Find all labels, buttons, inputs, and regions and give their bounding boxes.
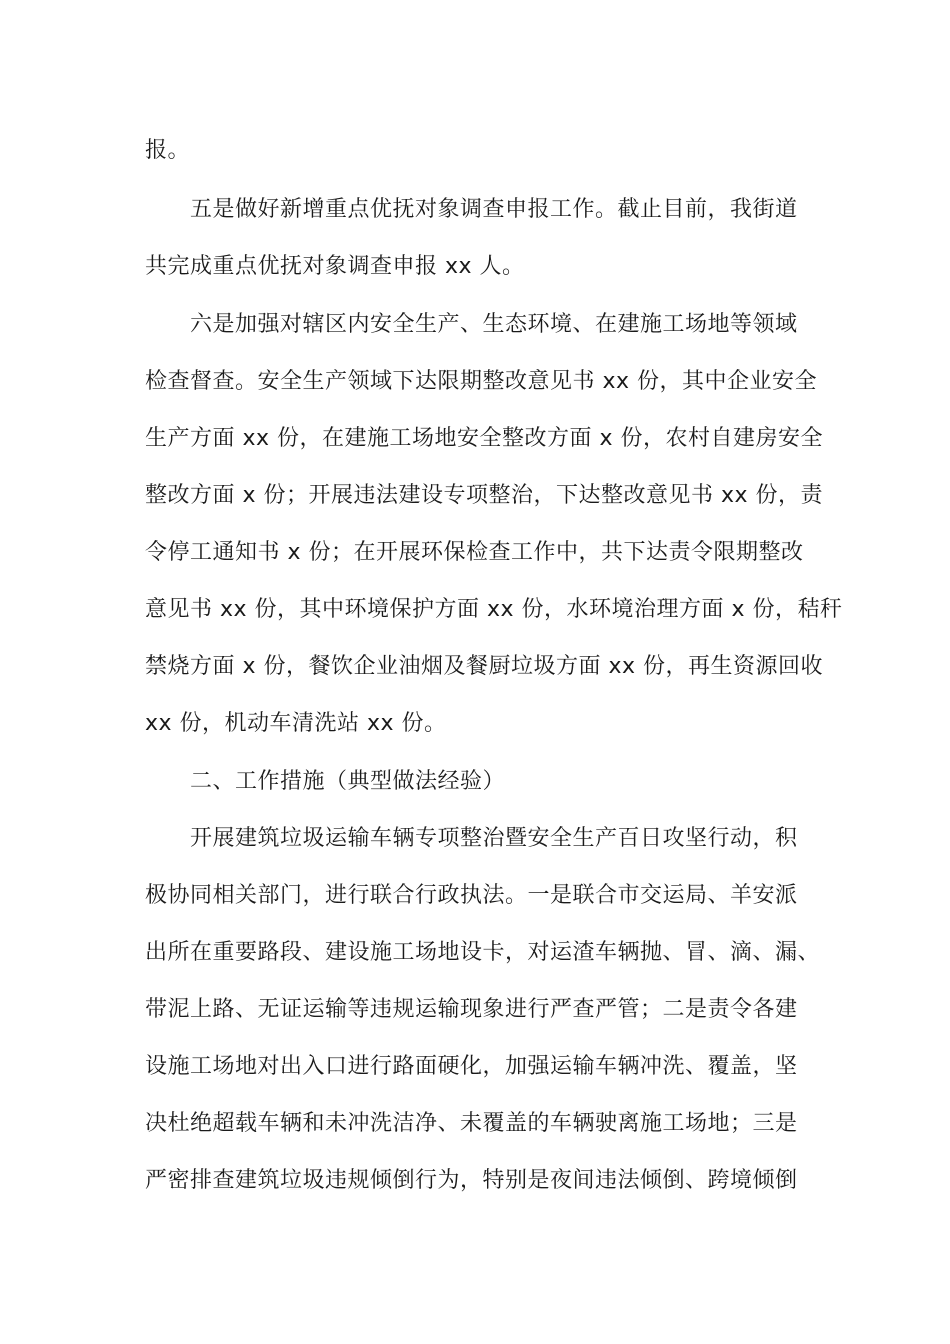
text-line: 生产方面 xx 份，在建施工场地安全整改方面 x 份，农村自建房安全 bbox=[145, 426, 824, 451]
text-line: 设施工场地对出入口进行路面硬化，加强运输车辆冲洗、覆盖，坚 bbox=[145, 1054, 798, 1079]
text-line: 报。 bbox=[145, 138, 191, 163]
text-line: 检查督查。安全生产领域下达限期整改意见书 xx 份，其中企业安全 bbox=[145, 369, 818, 394]
text-line: 整改方面 x 份；开展违法建设专项整治，下达整改意见书 xx 份，责 bbox=[145, 483, 824, 508]
text-line: 决杜绝超载车辆和未冲洗洁净、未覆盖的车辆驶离施工场地；三是 bbox=[145, 1111, 798, 1136]
text-line: 禁烧方面 x 份，餐饮企业油烟及餐厨垃圾方面 xx 份，再生资源回收 bbox=[145, 654, 824, 679]
text-line: xx 份，机动车清洗站 xx 份。 bbox=[145, 711, 447, 736]
text-line: 令停工通知书 x 份；在开展环保检查工作中，共下达责令限期整改 bbox=[145, 540, 804, 565]
text-line: 共完成重点优抚对象调查申报 xx 人。 bbox=[145, 254, 525, 279]
text-line: 极协同相关部门，进行联合行政执法。一是联合市交运局、羊安派 bbox=[145, 883, 798, 908]
paragraph-start: 六是加强对辖区内安全生产、生态环境、在建施工场地等领域 bbox=[190, 312, 798, 337]
section-heading: 二、工作措施（典型做法经验） bbox=[190, 769, 506, 794]
text-line: 带泥上路、无证运输等违规运输现象进行严查严管；二是责令各建 bbox=[145, 997, 798, 1022]
text-line: 出所在重要路段、建设施工场地设卡，对运渣车辆抛、冒、滴、漏、 bbox=[145, 940, 821, 965]
paragraph-start: 五是做好新增重点优抚对象调查申报工作。截止目前，我街道 bbox=[190, 197, 798, 222]
paragraph-start: 开展建筑垃圾运输车辆专项整治暨安全生产百日攻坚行动，积 bbox=[190, 826, 798, 851]
text-line: 意见书 xx 份，其中环境保护方面 xx 份，水环境治理方面 x 份，秸秆 bbox=[145, 597, 843, 622]
text-line: 严密排查建筑垃圾违规倾倒行为，特别是夜间违法倾倒、跨境倾倒 bbox=[145, 1168, 798, 1193]
